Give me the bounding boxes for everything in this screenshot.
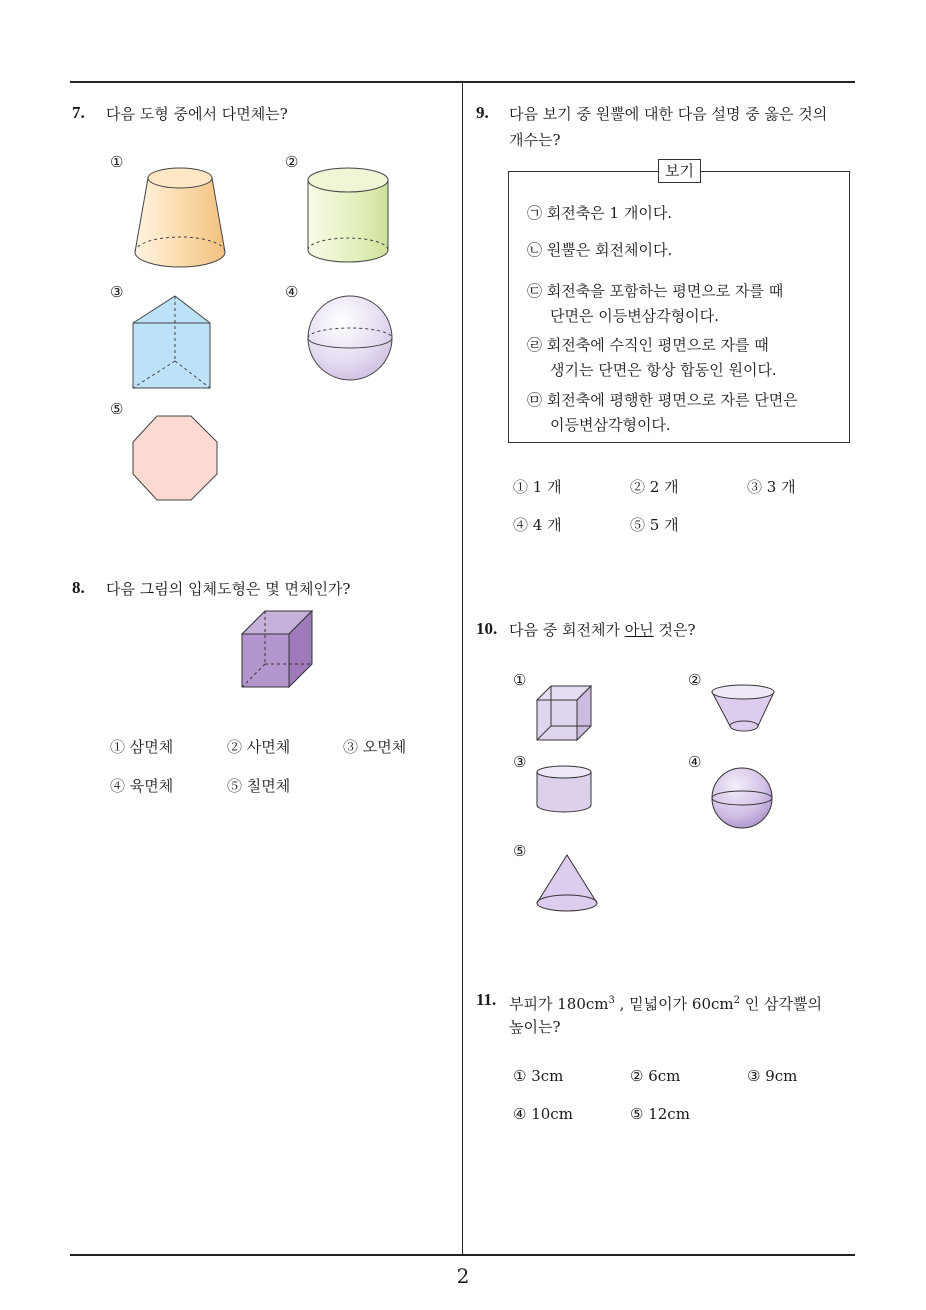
statement-text-cont: 생기는 단면은 항상 합동인 원이다. [550, 361, 777, 379]
q7-label-5: ⑤ [110, 400, 124, 418]
q8-number: 8. [72, 578, 85, 597]
q9-choice-3[interactable]: ③ 3 개 [747, 478, 796, 496]
q10-text-before: 다음 중 회전체가 [509, 621, 625, 639]
q11-choice-1[interactable]: ① 3cm [513, 1067, 564, 1085]
q11-number: 11. [476, 990, 497, 1009]
bogi-statement-1 [527, 201, 672, 226]
q7-label-4: ④ [285, 283, 299, 301]
statement-text: 회전축은 1 개이다. [546, 204, 673, 222]
q9-text-line1: 다음 보기 중 원뿔에 대한 다음 설명 중 옳은 것의 [509, 105, 828, 123]
q8-choice-2[interactable]: ② 사면체 [227, 738, 291, 756]
q7-label-3: ③ [110, 283, 124, 301]
q10-sphere-figure [710, 766, 776, 832]
q8-choice-3[interactable]: ③ 오면체 [343, 738, 407, 756]
q9-choice-4[interactable]: ④ 4 개 [513, 516, 562, 534]
statement-text: 회전축에 수직인 평면으로 자를 때 [546, 336, 769, 354]
q11-choice-4[interactable]: ④ 10cm [513, 1105, 573, 1123]
q11-sup-a: 3 [608, 995, 615, 1006]
q10-label-3: ③ [513, 753, 527, 771]
column-divider [462, 82, 463, 1256]
bogi-statement-2 [527, 238, 672, 263]
q9-number: 9. [476, 103, 489, 122]
bogi-statement-3 [527, 279, 783, 329]
statement-text-cont: 단면은 이등변삼각형이다. [550, 307, 719, 325]
statement-mark: ㉢ [527, 282, 543, 300]
q7-number: 7. [72, 103, 85, 122]
bogi-statement-4 [527, 333, 777, 383]
q10-text [509, 617, 696, 643]
q10-cone-figure [535, 853, 601, 917]
q7-prism-figure [130, 293, 215, 393]
q7-text: 다음 도형 중에서 다면체는? [106, 105, 288, 123]
q10-text-underlined: 아닌 [624, 621, 654, 639]
page-number: 2 [456, 1264, 470, 1288]
q8-text: 다음 그림의 입체도형은 몇 면체인가? [106, 580, 351, 598]
q7-label-1: ① [110, 153, 124, 171]
q9-text-line2: 개수는? [509, 131, 561, 149]
statement-text-cont: 이등변삼각형이다. [550, 416, 671, 434]
q11-choice-2[interactable]: ② 6cm [630, 1067, 681, 1085]
q10-text-after: 것은? [653, 621, 696, 639]
q11-choice-3[interactable]: ③ 9cm [747, 1067, 798, 1085]
q8-choice-4[interactable]: ④ 육면체 [110, 777, 174, 795]
q9-choice-5[interactable]: ⑤ 5 개 [630, 516, 679, 534]
bogi-title: 보기 [658, 159, 701, 183]
q7-frustum-figure [130, 160, 230, 275]
q11-text-line1 [509, 988, 822, 1017]
bottom-rule [70, 1254, 855, 1256]
q11-choice-5[interactable]: ⑤ 12cm [630, 1105, 690, 1123]
q9-choice-2[interactable]: ② 2 개 [630, 478, 679, 496]
q11-text-b: , 밑넓이가 60cm [614, 995, 734, 1013]
q10-frustum-figure [710, 684, 776, 736]
q11-sup-b: 2 [733, 995, 740, 1006]
q10-cube-figure [535, 684, 595, 744]
q10-label-4: ④ [688, 753, 702, 771]
bogi-statement-5 [527, 388, 798, 438]
q10-cylinder-figure [535, 765, 595, 815]
q11-text-a: 부피가 180cm [509, 995, 609, 1013]
q10-number: 10. [476, 619, 498, 638]
statement-mark: ㉡ [527, 241, 543, 259]
q11-text-line2: 높이는? [509, 1018, 561, 1036]
statement-text: 회전축에 평행한 평면으로 자른 단면은 [546, 391, 798, 409]
q8-choice-5[interactable]: ⑤ 칠면체 [227, 777, 291, 795]
statement-mark: ㉣ [527, 336, 543, 354]
q8-cube-figure [240, 608, 320, 690]
q7-sphere-figure [305, 293, 395, 385]
q11-text-c: 인 삼각뿔의 [740, 995, 822, 1013]
q10-label-1: ① [513, 671, 527, 689]
statement-text: 회전축을 포함하는 평면으로 자를 때 [546, 282, 784, 300]
q10-label-2: ② [688, 671, 702, 689]
statement-mark: ㉤ [527, 391, 543, 409]
q7-label-2: ② [285, 153, 299, 171]
q7-cylinder-figure [305, 165, 395, 275]
q10-label-5: ⑤ [513, 842, 527, 860]
q7-octagon-figure [131, 414, 221, 502]
q8-choice-1[interactable]: ① 삼면체 [110, 738, 174, 756]
statement-mark: ㉠ [527, 204, 543, 222]
statement-text: 원뿔은 회전체이다. [546, 241, 673, 259]
q9-choice-1[interactable]: ① 1 개 [513, 478, 562, 496]
